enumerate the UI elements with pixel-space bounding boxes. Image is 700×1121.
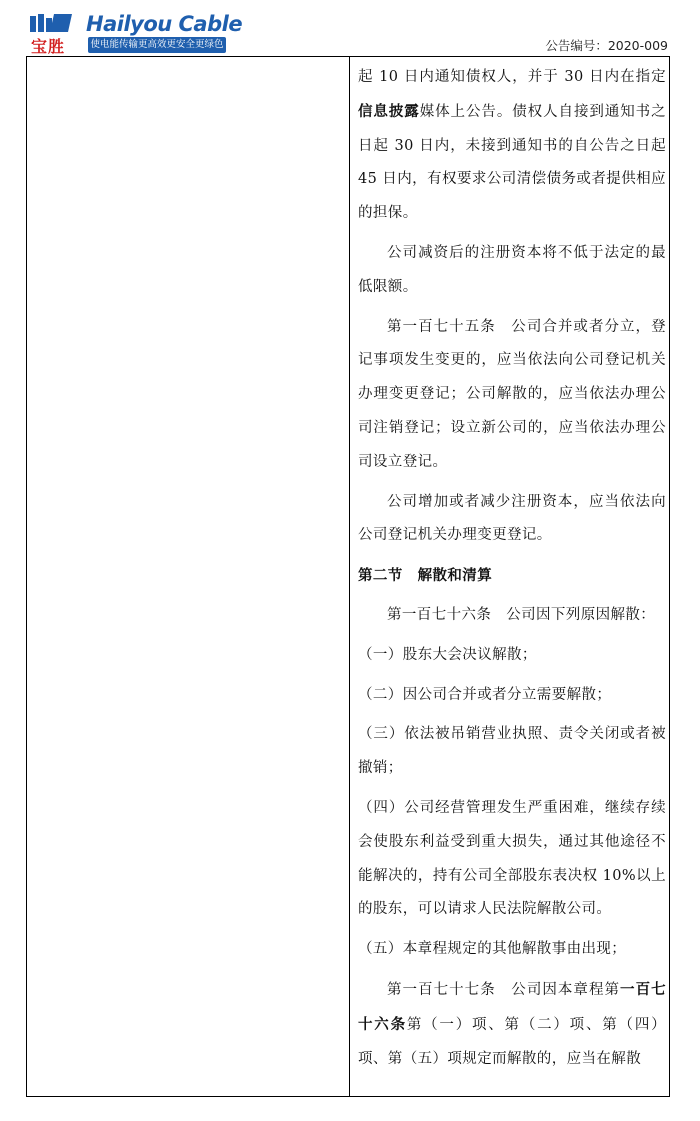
section-title: 第二节 解散和清算 [358, 567, 493, 585]
page-header [0, 0, 700, 62]
announcement-number: 公告编号：2020-009 [545, 38, 668, 53]
list-item: （二）因公司合并或者分立需要解散； [358, 686, 612, 703]
list-item: （三）依法被吊销营业执照、责令关闭或者被撤销； [358, 726, 666, 777]
article-176: 第一百七十六条 公司因下列原因解散： [387, 606, 656, 623]
original-text-column [27, 57, 349, 1096]
bold-text: 一百七十六条 [358, 980, 667, 1033]
list-item: （一）股东大会决议解散； [358, 646, 537, 663]
bold-text: 信息披露 [358, 102, 420, 120]
list-item: （四）公司经营管理发生严重困难，继续存续会使股东利益受到重大损失，通过其他途径不能解决的，持有公司全部股东表决权 10%以上的股东，可以请求人民法院解散公司。 [358, 799, 666, 918]
logo-slogan: 使电能传输更高效更安全更绿色 [88, 37, 226, 53]
paragraph-capital-change: 公司增加或者减少注册资本，应当依法向公司登记机关办理变更登记。 [358, 493, 666, 544]
logo-brand-name: Hailyou Cable [86, 12, 243, 36]
logo-chinese-name: 宝胜 [31, 37, 66, 56]
comparison-table [26, 57, 670, 1097]
list-item: （五）本章程规定的其他解散事由出现； [358, 941, 627, 958]
column-divider [349, 57, 350, 1096]
article-175: 第一百七十五条 公司合并或者分立，登记事项发生变更的，应当依法向公司登记机关办理变更登记；公司解散的，应当依法办理公司注销登记；设立新公司的，应当依法办理公司设立登记。 [358, 318, 666, 470]
article-177: 第一百七十七条 公司因本章程第一百七十六条第（一）项、第（二）项、第（四）项、第（五）项规定而解散的，应当在解散 [358, 980, 667, 1067]
revised-text-column [358, 61, 666, 1082]
paragraph-notice: 起 10 日内通知债权人，并于 30 日内在指定信息披露媒体上公告。债权人自接到通知书之日起 30 日内，未接到通知书的自公告之日起 45 日内，有权要求公司清偿债务或者提供相应的担保。 [358, 69, 666, 222]
company-logo [28, 12, 243, 56]
paragraph-capital-min: 公司减资后的注册资本将不低于法定的最低限额。 [358, 244, 666, 295]
